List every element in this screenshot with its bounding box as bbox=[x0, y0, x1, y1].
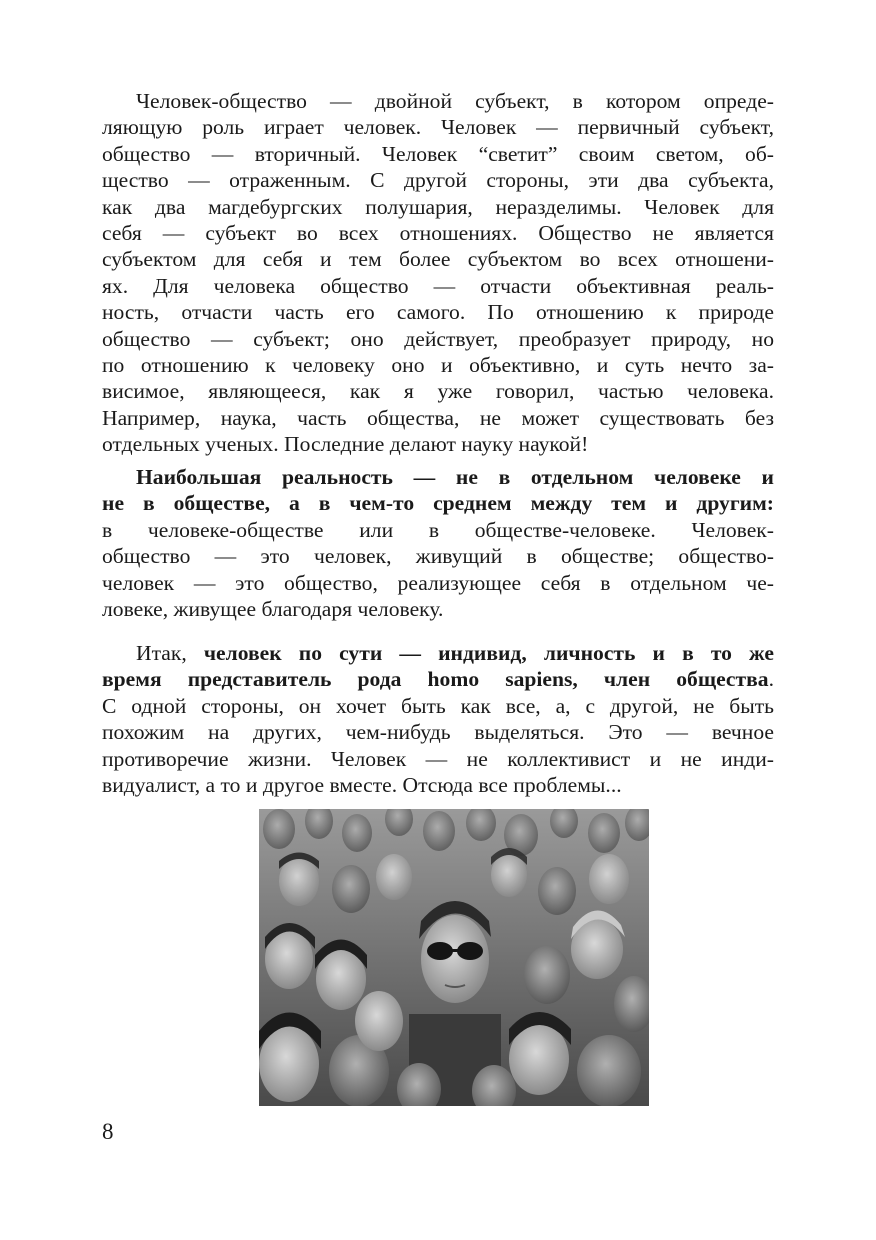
text-line: ях. Для человека общество — отчасти объективная реаль- bbox=[102, 273, 774, 298]
text-line: висимое, являющееся, как я уже говорил, частью человека. bbox=[102, 379, 774, 404]
text-line: С одной стороны, он хочет быть как все, а, с другой, не быть bbox=[102, 693, 774, 718]
bold-text-line: не в обществе, а в чем-то среднем между тем и другим: bbox=[102, 491, 774, 516]
page-number: 8 bbox=[102, 1119, 114, 1144]
text-line: в человеке-обществе или в обществе-человеке. Человек- bbox=[102, 517, 774, 542]
text-line: как два магдебургских полушария, неразделимы. Человек для bbox=[102, 194, 774, 219]
intro-text: Итак, bbox=[136, 641, 204, 665]
text-line: человек — это общество, реализующее себя в отдельном че- bbox=[102, 570, 774, 595]
text-line: себя — субъект во всех отношениях. Общество не является bbox=[102, 221, 774, 246]
text-line: общество — вторичный. Человек “светит” своим светом, об- bbox=[102, 141, 774, 166]
period: . bbox=[768, 667, 774, 692]
text-line: ловеке, живущее благодаря человеку. bbox=[102, 597, 444, 622]
mixed-text-line bbox=[102, 666, 774, 692]
text-line: отдельных ученых. Последние делают науку наукой! bbox=[102, 432, 589, 457]
paragraph-2 bbox=[102, 464, 774, 622]
paragraph-1 bbox=[102, 88, 774, 458]
text-line: ность, отчасти часть его самого. По отношению к природе bbox=[102, 300, 774, 325]
text-line: противоречие жизни. Человек — не коллективист и не инди- bbox=[102, 746, 774, 771]
text-line: Человек-общество — двойной субъект, в котором опреде- bbox=[136, 89, 774, 113]
text-line: ляющую роль играет человек. Человек — первичный субъект, bbox=[102, 115, 774, 140]
text-line: общество — это человек, живущий в обществе; общество- bbox=[102, 544, 774, 569]
text-line: субъектом для себя и тем более субъектом во всех отношени- bbox=[102, 247, 774, 272]
paragraph-3 bbox=[102, 640, 774, 798]
text-line: похожим на других, чем-нибудь выделяться. Это — вечное bbox=[102, 720, 774, 745]
bold-phrase: время представитель рода homo sapiens, член общества bbox=[102, 667, 769, 692]
bold-phrase: человек по сути — индивид, личность и в то же bbox=[203, 641, 774, 665]
text-line: видуалист, а то и другое вместе. Отсюда все проблемы... bbox=[102, 773, 622, 798]
mixed-text-line bbox=[102, 640, 774, 666]
bold-text-line: Наибольшая реальность — не в отдельном человеке и bbox=[136, 465, 774, 489]
text-line: Например, наука, часть общества, не может существовать без bbox=[102, 405, 774, 430]
crowd-photo bbox=[259, 809, 649, 1106]
text-line: по отношению к человеку оно и объективно, и суть нечто за- bbox=[102, 353, 774, 378]
text-line: щество — отраженным. С другой стороны, эти два субъекта, bbox=[102, 168, 774, 193]
text-line: общество — субъект; оно действует, преобразует природу, но bbox=[102, 326, 774, 351]
